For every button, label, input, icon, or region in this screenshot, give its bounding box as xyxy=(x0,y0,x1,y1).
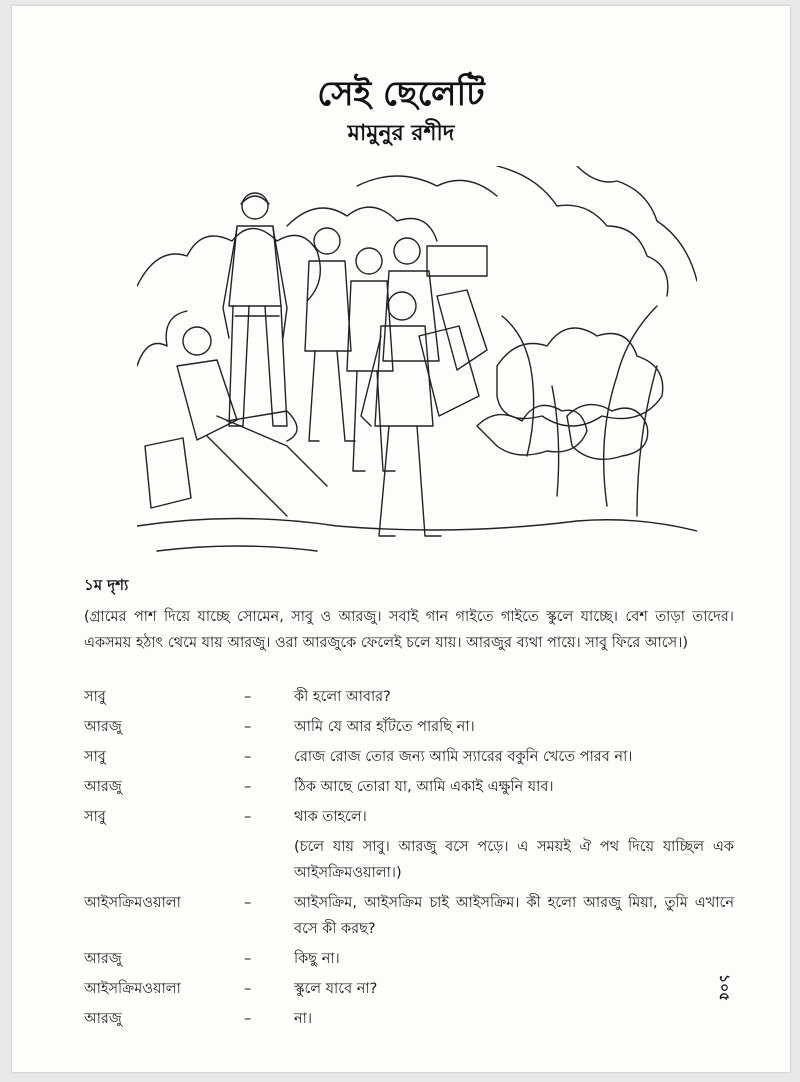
speaker-name: আরজু xyxy=(84,951,122,967)
dialogue-text: স্কুলে যাবে না? xyxy=(294,981,378,997)
dialogue-text: ঠিক আছে তোরা যা, আমি একাই এক্ষুনি যাব। xyxy=(294,779,554,795)
dash-separator: – xyxy=(244,689,252,705)
dash-separator: – xyxy=(244,779,252,795)
dialogue-line xyxy=(84,976,744,1002)
dash-separator: – xyxy=(244,951,252,967)
dialogue-text: আমি যে আর হাঁটতে পারছি না। xyxy=(294,719,475,735)
speaker-name: আরজু xyxy=(84,1011,122,1027)
speaker-name: আরজু xyxy=(84,779,122,795)
dialogue-text: থাক তাহলে। xyxy=(294,809,367,825)
dash-separator: – xyxy=(244,809,252,825)
speaker-name: আইসক্রিমওয়ালা xyxy=(84,895,181,911)
stage-direction: (গ্রামের পাশ দিয়ে যাচ্ছে সোমেন, সাবু ও আরজু। সবাই গান গাইতে গাইতে স্কুলে যাচ্ছে। বেশ তাড়া তাদের। একসময় হঠাৎ থেমে যায় আরজু। ওরা আরজুকে ফেলেই চলে যায়। আরজুর ব্যথা পায়ে। সাবু ফিরে আসে।) xyxy=(84,609,734,651)
dialogue-line xyxy=(84,774,744,800)
page-number: ১০৫ xyxy=(716,974,732,1002)
speaker-name: আইসক্রিমওয়ালা xyxy=(84,981,181,997)
story-illustration xyxy=(137,166,697,561)
dialogue-text: না। xyxy=(294,1011,313,1027)
dialogue-text: কিছু না। xyxy=(294,951,340,967)
dash-separator: – xyxy=(244,719,252,735)
story-title: সেই ছেলেটি xyxy=(317,74,485,114)
speaker-name: সাবু xyxy=(84,689,106,705)
dialogue-text: কী হলো আবার? xyxy=(294,689,391,705)
dialogue-line xyxy=(84,804,744,830)
dialogue-text: আইসক্রিম, আইসক্রিম চাই আইসক্রিম। কী হলো আরজু মিয়া, তুমি এখানে বসে কী করছ? xyxy=(294,895,734,937)
dash-separator: – xyxy=(244,981,252,997)
dialogue-line xyxy=(84,744,744,770)
book-page xyxy=(12,6,790,1072)
dialogue-line xyxy=(84,946,744,972)
dialogue-line xyxy=(84,890,744,942)
author-name: মামুনুর রশীদ xyxy=(347,121,455,146)
dialogue-list xyxy=(84,684,744,1036)
dialogue-line xyxy=(84,1006,744,1032)
speaker-name: সাবু xyxy=(84,749,106,765)
dash-separator: – xyxy=(244,749,252,765)
dash-separator: – xyxy=(244,895,252,911)
dash-separator: – xyxy=(244,1011,252,1027)
dialogue-line xyxy=(84,714,744,740)
speaker-name: সাবু xyxy=(84,809,106,825)
dialogue-text: রোজ রোজ তোর জন্য আমি স্যারের বকুনি খেতে পারব না। xyxy=(294,749,633,765)
scene-heading: ১ম দৃশ্য xyxy=(84,576,129,594)
speaker-name: আরজু xyxy=(84,719,122,735)
inline-stage-direction: (চলে যায় সাবু। আরজু বসে পড়ে। এ সময়ই ঐ পথ দিয়ে যাচ্ছিল এক আইসক্রিমওয়ালা।) xyxy=(294,839,734,881)
dialogue-line xyxy=(84,684,744,710)
